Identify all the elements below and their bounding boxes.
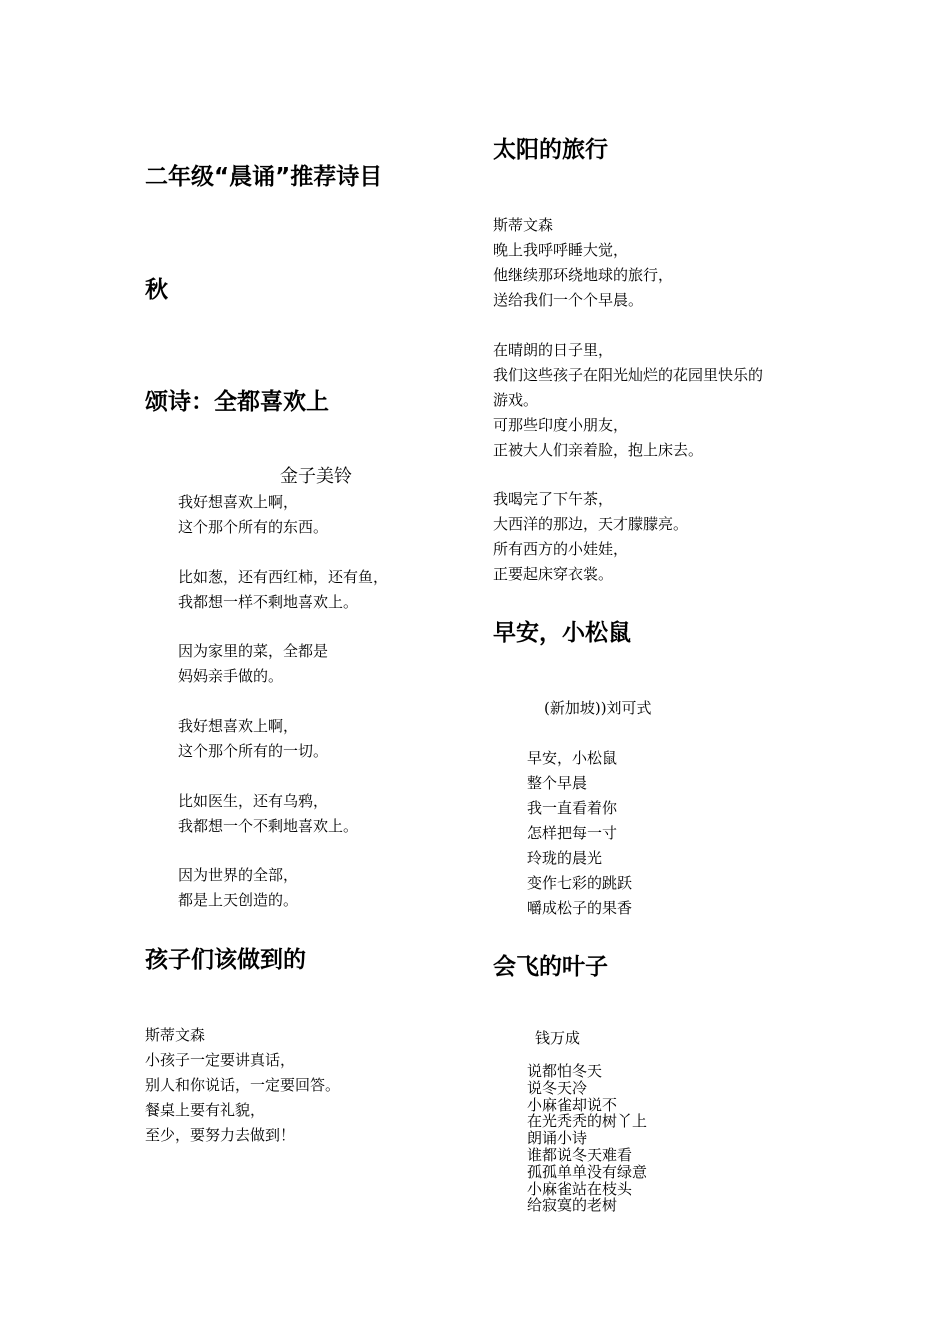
season-heading: 秋 [145, 277, 168, 303]
poem5-author: 钱万成 [535, 1029, 581, 1047]
poem4-author: (新加坡))刘可式 [544, 699, 652, 717]
poem1-title: 颂诗：全都喜欢上 [145, 389, 329, 415]
poem5-title: 会飞的叶子 [493, 954, 608, 980]
poem3-stanza-3: 我喝完了下午茶， 大西洋的那边，天才朦朦亮。 所有西方的小娃娃， 正要起床穿衣裳。 [493, 490, 689, 583]
poem1-stanza-3: 因为家里的菜，全都是 妈妈亲手做的。 [178, 642, 329, 685]
poem5-body: 说都怕冬天 说冬天冷 小麻雀却说不 在光秃秃的树丫上 朗诵小诗 谁都说冬天难看 孤孤单单没有绿意 小麻雀站在枝头 给寂寞的老树 [527, 1062, 648, 1215]
poem2-body: 斯蒂文森 小孩子一定要讲真话， 别人和你说话，一定要回答。 餐桌上要有礼貌， 至少，要努力去做到！ [145, 1023, 340, 1148]
poem3-stanza-2: 在晴朗的日子里， 我们这些孩子在阳光灿烂的花园里快乐的 游戏。 可那些印度小朋友， 正被大人们亲着脸，抱上床去。 [493, 341, 764, 459]
poem1-stanza-4: 我好想喜欢上啊， 这个那个所有的一切。 [178, 717, 329, 760]
poem3-author: 斯蒂文森 [493, 216, 554, 234]
poem2-title: 孩子们该做到的 [145, 947, 306, 973]
poem1-stanza-1: 我好想喜欢上啊， 这个那个所有的东西。 [178, 493, 329, 536]
poem3-stanza-1: 斯蒂文森 晚上我呼呼睡大觉， 他继续那环绕地球的旅行， 送给我们一个个早晨。 [493, 213, 673, 313]
poem1-author: 金子美铃 [280, 466, 352, 487]
poem4-title: 早安，小松鼠 [493, 620, 631, 646]
poem2-author: 斯蒂文森 [145, 1026, 206, 1044]
poem4-body: 早安，小松鼠 整个早晨 我一直看着你 怎样把每一寸 玲珑的晨光 变作七彩的跳跃 嚼成松子的果香 [527, 749, 633, 917]
poem1-stanza-5: 比如医生，还有乌鸦， 我都想一个不剩地喜欢上。 [178, 792, 359, 835]
main-title: 二年级“晨诵”推荐诗目 [145, 164, 383, 190]
poem3-title: 太阳的旅行 [493, 137, 608, 163]
poem1-stanza-6: 因为世界的全部， 都是上天创造的。 [178, 866, 299, 909]
poem1-stanza-2: 比如葱，还有西红柿，还有鱼， 我都想一样不剩地喜欢上。 [178, 568, 389, 611]
